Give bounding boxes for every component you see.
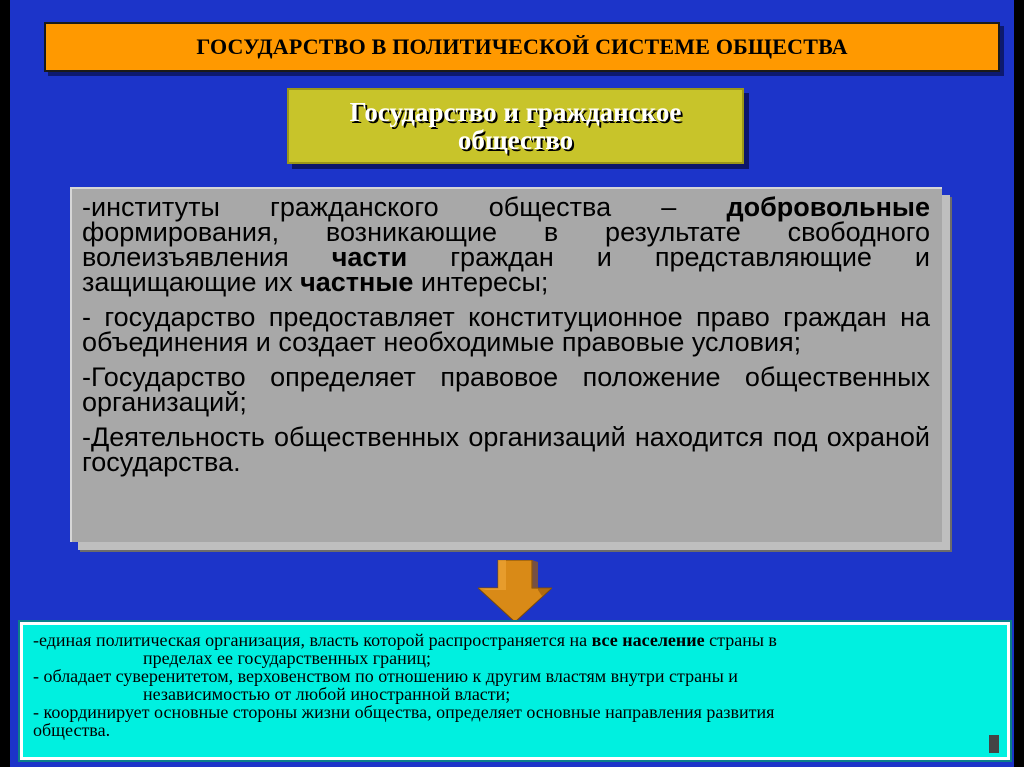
definition-line-6: общества. (33, 720, 111, 740)
slide-title: ГОСУДАРСТВО В ПОЛИТИЧЕСКОЙ СИСТЕМЕ ОБЩЕСТВА (196, 34, 848, 59)
content-panel (70, 187, 942, 542)
def-l1-c: страны в (704, 630, 777, 650)
p1-text-g: интересы; (413, 267, 549, 297)
paragraph-legal-status: -Государство определяет правовое положение общественных организаций; (82, 362, 930, 417)
subtitle-box (287, 88, 744, 164)
p1-text-c: формирования, возникающие в результате свободного волеизъявления (82, 217, 930, 272)
definition-line-2: пределах ее государственных границ; (143, 648, 431, 668)
p1-bold-part: части (331, 242, 408, 272)
definition-line-1 (33, 631, 993, 649)
def-l1-a: -единая политическая организация, власть которой распространяется на (33, 630, 592, 650)
p1-text-a: -институты гражданского общества – (82, 192, 727, 222)
p1-text-e: граждан и представляющие и защищающие их (82, 242, 930, 297)
down-arrow-icon (478, 560, 552, 622)
title-box (44, 22, 1000, 72)
definition-box (20, 622, 1010, 760)
frame-right (1014, 0, 1024, 767)
box-shadow-mark (989, 735, 999, 753)
def-l1-bold: все население (591, 630, 705, 650)
paragraph-institutes (82, 192, 930, 297)
frame-left (0, 0, 10, 767)
paragraph-right: - государство предоставляет конституционное право граждан на объединения и создает необходимые правовые условия; (82, 302, 930, 357)
paragraph-protection: -Деятельность общественных организаций находится под охраной государства. (82, 422, 930, 477)
p1-bold-voluntary: добровольные (726, 192, 930, 222)
definition-line-3: - обладает суверенитетом, верховенством по отношению к другим властям внутри страны и (33, 666, 738, 686)
slide-subtitle: Государство и гражданское общество (349, 97, 682, 155)
p1-bold-private: частные (300, 267, 414, 297)
definition-line-4: независимостью от любой иностранной власти; (143, 684, 511, 704)
definition-line-5: - координирует основные стороны жизни общества, определяет основные направления развития (33, 702, 775, 722)
